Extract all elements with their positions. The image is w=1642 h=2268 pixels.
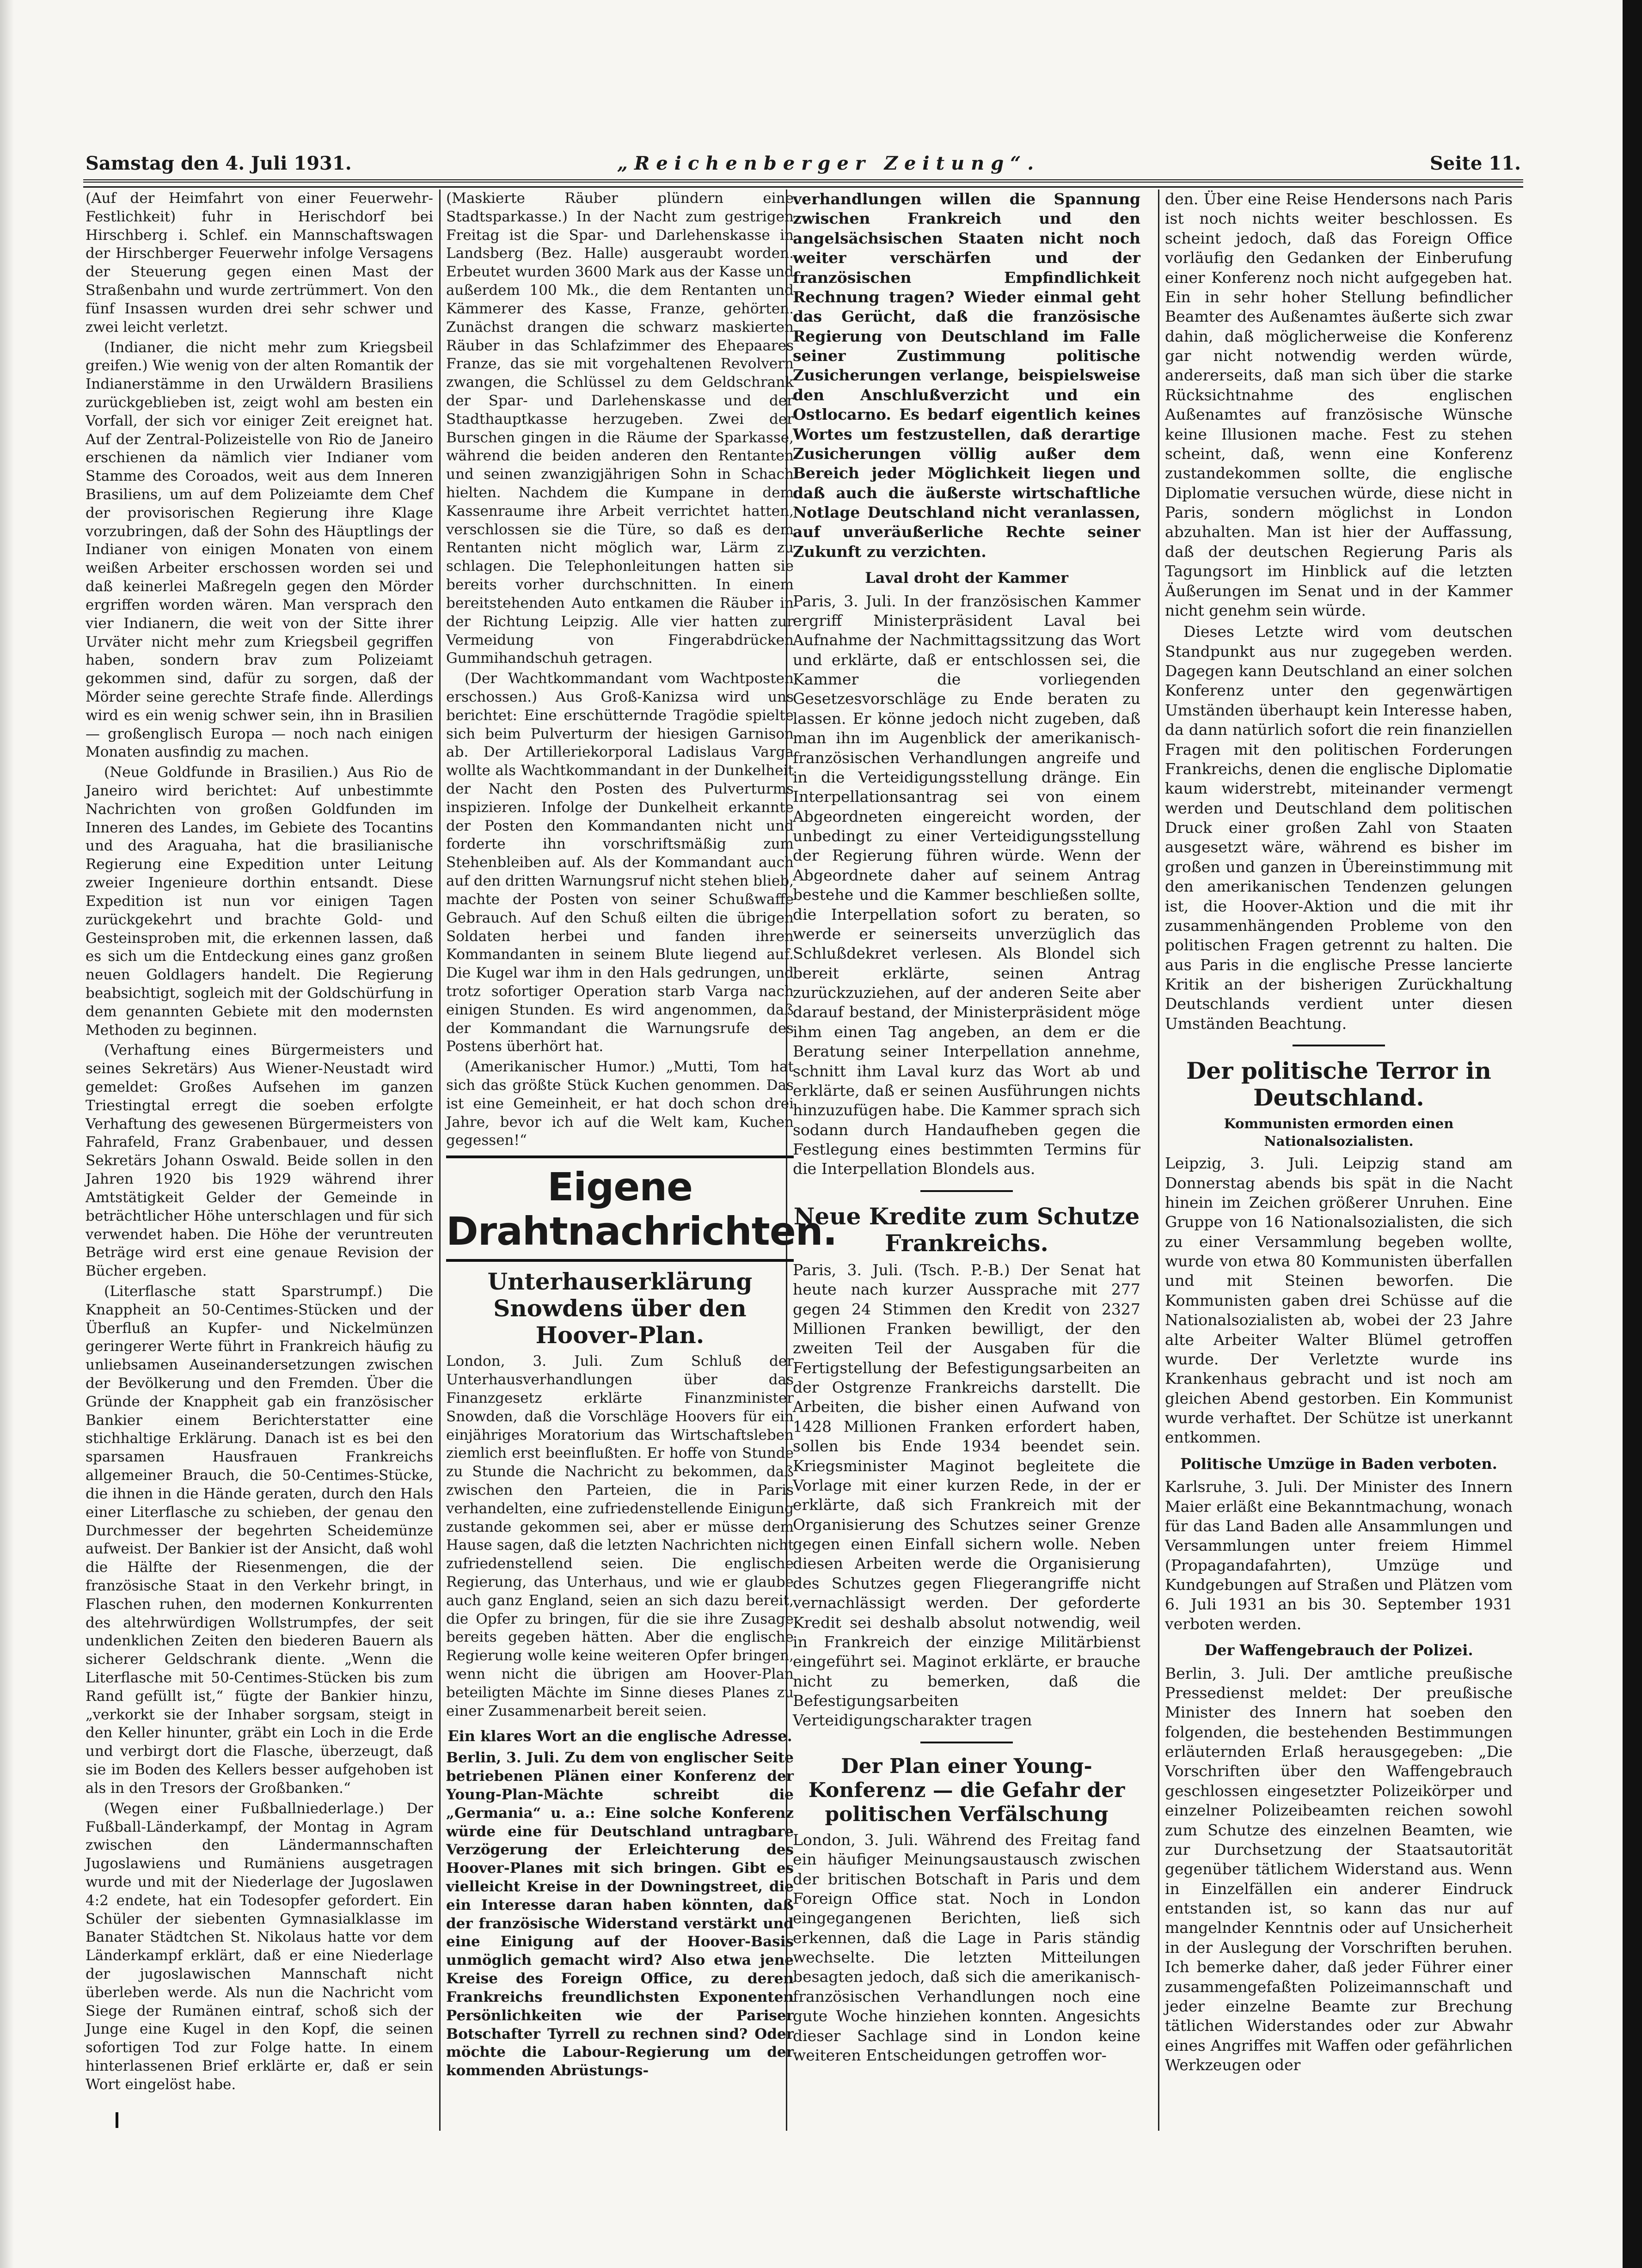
scan-edge-shadow (0, 0, 14, 2268)
headline-englische-adresse: Ein klares Wort an die englische Adresse. (447, 1727, 792, 1745)
article-feuerwehr: (Auf der Heimfahrt von einer Feuerwehr-Festlichkeit) fuhr in Herischdorf bei Hirschberg i. Schlef. ein Mannschaftswagen der Hirschberger Feuerwehr infolge Versagens der Steuerung gegen einen Mast der Straßenbahn und wurde zertrümmert. Von den fünf Insassen wurden drei sehr schwer und zwei leicht verletzt. (86, 190, 433, 336)
column-3 (793, 190, 1140, 2067)
section-rule (446, 1259, 794, 1262)
article-young-konferenz: London, 3. Juli. Während des Freitag fand ein häufiger Meinungsaustausch zwischen der britischen Botschaft in Paris und dem Foreign Office stat. Noch in London eingegangenen Berichten, ließ sich erkennen, daß die Lage in Paris ständig wechselte. Die letzten Mitteilungen besagten jedoch, daß sich die amerikanisch-französischen Verhandlungen noch eine gute Woche hinziehen konnten. Angesichts dieser Sachlage sind in London keine weiteren Entscheidungen getroffen wor- (793, 1830, 1140, 2064)
headline-baden: Politische Umzüge in Baden verboten. (1180, 1455, 1497, 1473)
article-indianer: (Indianer, die nicht mehr zum Kriegsbeil greifen.) Wie wenig von der alten Romantik der Indianerstämme in den Urwäldern Brasiliens zurückgeblieben ist, zeigt wohl am besten ein Vorfall, der sich vor einiger Zeit ereignet hat. Auf der Zentral-Polizeistelle von Rio de Janeiro erschienen da nämlich vier Indianer vom Stamme des Coroados, weit aus dem Inneren Brasiliens, um auf dem Polizeiamte dem Chef der provisorischen Regierung ihre Klage vorzubringen, daß der Sohn des Häuptlings der Indianer von einigen Monaten von einem weißen Arbeiter erschossen worden sei und daß keinerlei Maßregeln gegen den Mörder ergriffen worden wären. Man versprach den vier Indianern, die weit von der Sitte ihrer Urväter nicht mehr zum Kriegsbeil gegriffen haben, sondern brav zum Polizeiamt gekommen sind, dafür zu sorgen, daß der Mörder seine gerechte Strafe finde. Allerdings wird es ein wenig schwer sein, ihn in Brasilien — großenglisch Europa — noch nach einigen Monaten ausfindig zu machen. (86, 339, 433, 761)
column-rule (439, 190, 441, 2131)
header-rule (83, 179, 1523, 188)
article-verhaftung: (Verhaftung eines Bürgermeisters und seines Sekretärs) Aus Wiener-Neustadt wird gemeldet: Großes Aufsehen im ganzen Triestingtal erregt die soeben erfolgte Verhaftung des gewesenen Bürgermeisters von Fahrafeld, Franz Grabenbauer, und dessen Sekretärs Johann Oswald. Beide sollen in den Jahren 1920 bis 1929 während ihrer Amtstätigkeit Gelder der Gemeinde in beträchtlicher Höhe unterschlagen und für sich verwendet haben. Die Höhe der veruntreuten Beträge wird erst eine genaue Revision der Bücher ergeben. (86, 1042, 433, 1280)
headline-waffengebrauch: Der Waffengebrauch der Polizei. (1204, 1641, 1473, 1659)
article-baden: Karlsruhe, 3. Juli. Der Minister des Innern Maier erläßt eine Bekanntmachung, wonach für das Land Baden alle Ansammlungen und Versammlungen unter freiem Himmel (Propagandafahrten), Umzüge und Kundgebungen auf Straßen und Plätzen vom 6. Juli 1931 an bis 30. September 1931 verboten werden. (1165, 1478, 1513, 1633)
margin-mark (116, 2112, 118, 2128)
article-young-konferenz-cont: den. Über eine Reise Hendersons nach Paris ist noch nichts weiter beschlossen. Es scheint jedoch, daß das Foreign Office vorläufig den Gedanken der Einberufung einer Konferenz noch nicht aufgegeben hat. Ein in sehr hoher Stellung befindlicher Beamter des Außenamtes äußerte sich zwar dahin, daß möglicherweise die Konferenz gar nicht notwendig werden würde, andererseits, daß man sich über die starke Rücksichtnahme des englischen Außenamtes auf französische Wünsche keine Illusionen mache. Fest zu stehen scheint, daß, wenn eine Konferenz zustandekommen sollte, die englische Diplomatie versuchen würde, diese nicht in Paris, sondern möglichst in London abzuhalten. Man ist hier der Auffassung, daß der deutschen Regierung Paris als Tagungsort im Hinblick auf die letzten Äußerungen im Senat und in der Kammer nicht genehm sein würde. (1165, 190, 1513, 619)
article-waffengebrauch: Berlin, 3. Juli. Der amtliche preußische Pressedienst meldet: Der preußische Minister des Innern hat soeben den folgenden, die bestehenden Bestimmungen erläuternden Erlaß herausgegeben: „Die Vorschriften über den Waffengebrauch geschlossen eingesetzter Polizeikörper und einzelner Polizeibeamten reichen sowohl zum Schutze des einzelnen Beamten, wie zur Durchsetzung der Staatsautorität gegenüber tätlichem Widerstand aus. Wenn in Einzelfällen ein anderer Eindruck entstanden ist, so kann das nur auf mangelnder Kenntnis oder auf Unsicherheit in der Auslegung der Vorschriften beruhen. Ich bemerke daher, daß jeder Führer einer zusammengefaßten Polizeimannschaft und jeder einzelne Beamte zur Brechung tätlichen Widerstandes oder zur Abwahr eines Angriffes mit Waffen oder gefährlichen Werkzeugen oder (1165, 1664, 1513, 2074)
column-2 (446, 190, 837, 2082)
scan-edge-bar (1623, 0, 1642, 2268)
article-separator (1293, 1045, 1385, 1046)
headline-kredite: Neue Kredite zum Schutze Frankreichs. (793, 1202, 1140, 1257)
column-1 (86, 190, 433, 2096)
article-fussball: (Wegen einer Fußballniederlage.) Der Fußball-Länderkampf, der Montag in Agram zwischen den Ländermannschaften Jugoslawiens und Rumäniens ausgetragen wurde und mit der Niederlage der Jugoslawen 4:2 endete, hat ein Todesopfer gefordert. Ein Schüler der siebenten Gymnasialklasse im Banater Städtchen St. Nikolaus hatte vor dem Länderkampf erklärt, daß er eine Niederlage der jugoslawischen Mannschaft nicht überleben werde. Als nun die Nachricht vom Siege der Rumänen eintraf, schoß sich der Junge eine Kugel in den Kopf, die seinen sofortigen Tod zur Folge hatte. In einem hinterlassenen Brief erklärte er, daß er sein Wort eingelöst habe. (86, 1800, 433, 2093)
article-kredite: Paris, 3. Juli. (Tsch. P.-B.) Der Senat hat heute nach kurzer Aussprache mit 277 gegen 24 Stimmen den Kredit von 2327 Millionen Franken bewilligt, der den zweiten Teil der Ausgaben für die Fertigstellung der Befestigungsarbeiten an der Ostgrenze Frankreichs darstellt. Die Arbeiten, die bisher einen Aufwand von 1428 Millionen Franken erfordert haben, sollen bis Ende 1934 beendet sein. Kriegsminister Maginot begleitete die Vorlage mit einer kurzen Rede, in der er erklärte, daß sich Frankreich mit der Organisierung des Schutzes seiner Grenze gegen einen Einfall sichern wolle. Neben diesen Arbeiten werde die Organisierung des Schutzes gegen Fliegerangriffe nicht vernachlässigt werden. Der geforderte Kredit sei deshalb absolut notwendig, weil in Frankreich der einzige Militärbienst eingeführt sei. Maginot erklärte, er brauche nicht zu bemerken, daß die Befestigungsarbeiten Verteidigungscharakter tragen (793, 1260, 1140, 1730)
article-snowden: London, 3. Juli. Zum Schluß der Unterhausverhandlungen über das Finanzgesetz erklärte Finanzminister Snowden, daß die Vorschläge Hoovers für ein einjähriges Moratorium das Wirtschaftsleben ziemlich erst beeinflußten. Er hoffe von Stunde zu Stunde die Nachricht zu bekommen, daß zwischen den Parteien, die in Paris verhandelten, eine zufriedenstellende Einigung zustande gekommen sei, aber er müsse dem Hause sagen, daß die letzten Nachrichten nicht zufriedenstellend seien. Die englische Regierung, das Unterhaus, und wie er glaube auch ganz England, seien an sich dazu bereit, die Opfer zu bringen, für die sie ihre Zusage bereits gegeben hätten. Aber die englische Regierung wolle keine weiteren Opfer bringen, wenn nicht die übrigen am Hoover-Plan beteiligten Mächte im Sinne dieses Planes zu einer Zusammenarbeit bereit seien. (446, 1353, 794, 1719)
article-separator (920, 1190, 1013, 1192)
article-separator (920, 1742, 1013, 1743)
article-germania: Berlin, 3. Juli. Zu dem von englischer Seite betriebenen Plänen einer Konferenz der Young-Plan-Mächte schreibt die „Germania“ u. a.: Eine solche Konferenz würde eine für Deutschland untragbare Verzögerung der Erleichterung des Hoover-Planes mit sich bringen. Gibt es vielleicht Kreise in der Downingstreet, die ein Interesse daran haben könnten, daß der französische Widerstand verstärkt und eine Einigung auf der Hoover-Basis unmöglich gemacht wird? Also etwa jene Kreise des Foreign Office, zu deren Frankreichs freundlichsten Exponenten Persönlichkeiten wie der Pariser Botschafter Tyrrell zu rechnen sind? Oder möchte die Labour-Regierung um der kommenden Abrüstungs- (446, 1749, 794, 2079)
headline-terror: Der politische Terror in Deutschland. (1186, 1057, 1491, 1112)
article-laval: Paris, 3. Juli. In der französischen Kammer ergriff Ministerpräsident Laval bei Aufnahme der Nachmittagssitzung das Wort und erklärte, daß er entschlossen sei, die Kammer die vorliegenden Gesetzesvorschläge zu Ende beraten zu lassen. Er könne jedoch nicht zugeben, daß man ihn im Augenblick der amerikanisch-französischen Verhandlungen angreife und in die Verteidigungsstellung dränge. Ein Interpellationsantrag sei von einem Abgeordneten eingereicht worden, der unbedingt zu einer Verteidigungsstellung der Regierung führen würde. Wenn der Abgeordnete daher auf seinem Antrag bestehe und die Kammer beschließen sollte, die Interpellation sofort zu beraten, so werde er seinerseits unverzüglich das Schlußdekret verlesen. Als Blondel sich bereit erklärte, seinen Antrag zurückzuziehen, auf der anderen Seite aber darauf bestand, der Ministerpräsident möge ihm einen Tag angeben, an dem er die Beratung seiner Interpellation annehme, schnitt ihm Laval kurz das Wort ab und erklärte, daß er seinen Ausführungen nichts hinzuzufügen habe. Die Kammer sprach sich sodann durch Handaufheben gegen die Festlegung eines bestimmten Termins für die Interpellation Blondels aus. (793, 592, 1140, 1178)
article-wachtkommandant: (Der Wachtkommandant vom Wachtposten erschossen.) Aus Groß-Kanizsa wird uns berichtet: Eine erschütternde Tragödie spielte sich beim Pulverturm der hiesigen Garnison ab. Der Artilleriekorporal Ladislaus Varga wollte als Wachtkommandant in der Dunkelheit der Nacht den Posten des Pulverturms inspizieren. Infolge der Dunkelheit erkannte der Posten den Kommandanten nicht und forderte ihn vorschriftsmäßig zum Stehenbleiben auf. Als der Kommandant auch auf den dritten Warnungsruf nicht stehen blieb, machte der Posten von seiner Schußwaffe Gebrauch. Auf den Schuß eilten die übrigen Soldaten herbei und fanden ihren Kommandanten in seinem Blute liegend auf. Die Kugel war ihm in den Hals gedrungen, und trotz sofortiger Operation starb Varga nach einigen Stunden. Es wird angenommen, daß der Kommandant die Warnungsrufe des Postens überhört hat. (446, 670, 794, 1055)
headline-young-konferenz: Der Plan einer Young-Konferenz — die Gefahr der politischen Verfälschung (808, 1754, 1125, 1826)
page-header (86, 153, 1521, 180)
newspaper-title: „Reichenberger Zeitung“. (617, 153, 1041, 174)
headline-snowden: Unterhauserklärung Snowdens über den Hoover-Plan. (487, 1268, 753, 1349)
issue-date: Samstag den 4. Juli 1931. (86, 153, 352, 174)
section-banner: Eigene Drahtnachrichten. (446, 1164, 837, 1254)
article-leipzig: Leipzig, 3. Juli. Leipzig stand am Donnerstag abends bis spät in die Nacht hinein im Zeichen größerer Unruhen. Eine Gruppe von 16 Nationalsozialisten, die sich zu einer Versammlung begeben wollte, wurde von etwa 80 Kommunisten überfallen und mit Steinen beworfen. Die Kommunisten gaben drei Schüsse auf die Nationalsozialisten ab, wobei der 23 Jahre alte Arbeiter Walter Blümel getroffen wurde. Der Verletzte wurde ins Krankenhaus gebracht und ist noch am gleichen Abend gestorben. Ein Kommunist wurde verhaftet. Der Schütze ist unerkannt entkommen. (1165, 1154, 1513, 1447)
article-raeuber: (Maskierte Räuber plündern eine Stadtsparkasse.) In der Nacht zum gestrigen Freitag ist die Spar- und Darlehenskasse in Landsberg (Bez. Halle) ausgeraubt worden. Erbeutet wurden 3600 Mark aus der Kasse und außerdem 100 Mk., die dem Rentanten und Kämmerer des Kasse, Franze, gehörten. Zunächst drangen die schwarz maskierten Räuber in das Schlafzimmer des Ehepaares Franze, das sie mit vorgehaltenen Revolvern zwangen, die Schlüssel zu dem Geldschrank der Spar- und Darlehenskasse und der Stadthauptkasse herzugeben. Zwei der Burschen gingen in die Räume der Sparkasse, während die beiden anderen den Rentanten und seinen zwanzigjährigen Sohn in Schach hielten. Nachdem die Kumpane in dem Kassenraume ihre Arbeit verrichtet hatten, verschlossen sie die Türe, so daß es dem Rentanten nicht möglich war, Lärm zu schlagen. Die Telephonleitungen hatten sie bereits vorher durchschnitten. In einem bereitstehenden Auto entkamen die Räuber in der Richtung Leipzig. Alle vier hatten zur Vermeidung von Fingerabdrücken Gummihandschuh getragen. (446, 190, 794, 667)
column-rule (1158, 190, 1159, 2131)
headline-laval: Laval droht der Kammer (865, 569, 1068, 587)
article-germania-cont: verhandlungen willen die Spannung zwischen Frankreich und den angelsächsischen Staaten nicht noch weiter verschärfen und der französischen Empfindlichkeit Rechnung tragen? Wieder einmal geht das Gerücht, daß die französische Regierung von Deutschland im Falle seiner Zustimmung politische Zusicherungen verlange, beispielsweise den Anschlußverzicht und ein Ostlocarno. Es bedarf eigentlich keines Wortes um festzustellen, daß derartige Zusicherungen völlig außer dem Bereich jeder Möglichkeit liegen und daß auch die äußerste wirtschaftliche Notlage Deutschland nicht veranlassen, auf unveräußerliche Rechte seiner Zukunft zu verzichten. (793, 190, 1140, 561)
section-rule (446, 1155, 794, 1158)
article-humor: (Amerikanischer Humor.) „Mutti, Tom hat sich das größte Stück Kuchen genommen. Das ist eine Gemeinheit, er hat doch schon drei Jahre, bevor ich auf die Welt kam, Kuchen gegessen!“ (446, 1058, 794, 1149)
article-standpunkt: Dieses Letzte wird vom deutschen Standpunkt aus nur zugegeben werden. Dagegen kann Deutschland an einer solchen Konferenz unter den gegenwärtigen Umständen überhaupt kein Interesse haben, da dann natürlich sofort die rein finanziellen Fragen mit den politischen Forderungen Frankreichs, denen die englische Diplomatie kaum widerstrebt, miteinander vermengt werden und Deutschland dem politischen Druck einer großen Zahl von Staaten ausgesetzt wäre, während es bisher im großen und ganzen in Übereinstimmung mit den amerikanischen Tendenzen gelungen ist, die Hoover-Aktion und die mit ihr zusammenhängenden Probleme von den politischen Fragen getrennt zu halten. Die aus Paris in die englische Presse lancierte Kritik an der bisherigen Zurückhaltung Deutschlands verdient unter diesen Umständen Beachtung. (1165, 623, 1513, 1033)
article-goldfunde: (Neue Goldfunde in Brasilien.) Aus Rio de Janeiro wird berichtet: Auf unbestimmte Nachrichten von großen Goldfunden im Inneren des Landes, im Gebiete des Tocantins und des Araguaha, hat die brasilianische Regierung eine Expedition unter Leitung zweier Ingenieure dorthin entsandt. Diese Expedition ist nun vor einigen Tagen zurückgekehrt und brachte Gold- und Gesteinsproben mit, die erkennen lassen, daß es sich um die Entdeckung eines ganz großen neuen Goldlagers handelt. Die Regierung beabsichtigt, sogleich mit der Goldschürfung in dem genannten Gebiete mit den modernsten Methoden zu beginnen. (86, 764, 433, 1039)
page-number: Seite 11. (1430, 153, 1521, 174)
column-4 (1165, 190, 1513, 2077)
subheadline-terror: Kommunisten ermorden einen Nationalsozialisten. (1224, 1116, 1454, 1149)
article-literflasche: (Literflasche statt Sparstrumpf.) Die Knappheit an 50-Centimes-Stücken und der Überfluß an Kupfer- und Nickelmünzen geringerer Werte führt in Frankreich häufig zu unliebsamen Auseinandersetzungen zwischen der Bevölkerung und den Fremden. Über die Gründe der Knappheit gab ein französischer Bankier einem Berichterstatter eine stichhaltige Erklärung. Danach ist es bei den sparsamen Hausfrauen Frankreichs allgemeiner Brauch, die 50-Centimes-Stücke, die ihnen in die Hände geraten, durch den Hals einer Literflasche zu schieben, der genau den Durchmesser der begehrten Scheidemünze aufweist. Der Bankier ist der Ansicht, daß wohl die Hälfte der Riesenmengen, die der französische Staat in den Verkehr bringt, in Flaschen ruhen, den modernen Konkurrenten des altehrwürdigen Wollstrumpfes, der seit undenklichen Zeiten den biederen Bauern als sicherer Geldschrank diente. „Wenn die Literflasche mit 50-Centimes-Stücken bis zum Rand gefüllt ist,“ fügte der Bankier hinzu, „verkorkt sie der Inhaber sorgsam, steigt in den Keller hinunter, gräbt ein Loch in die Erde und verbirgt dort die Flasche, überzeugt, daß sie im Boden des Kellers besser aufgehoben ist als in den Tresors der Großbanken.“ (86, 1283, 433, 1797)
